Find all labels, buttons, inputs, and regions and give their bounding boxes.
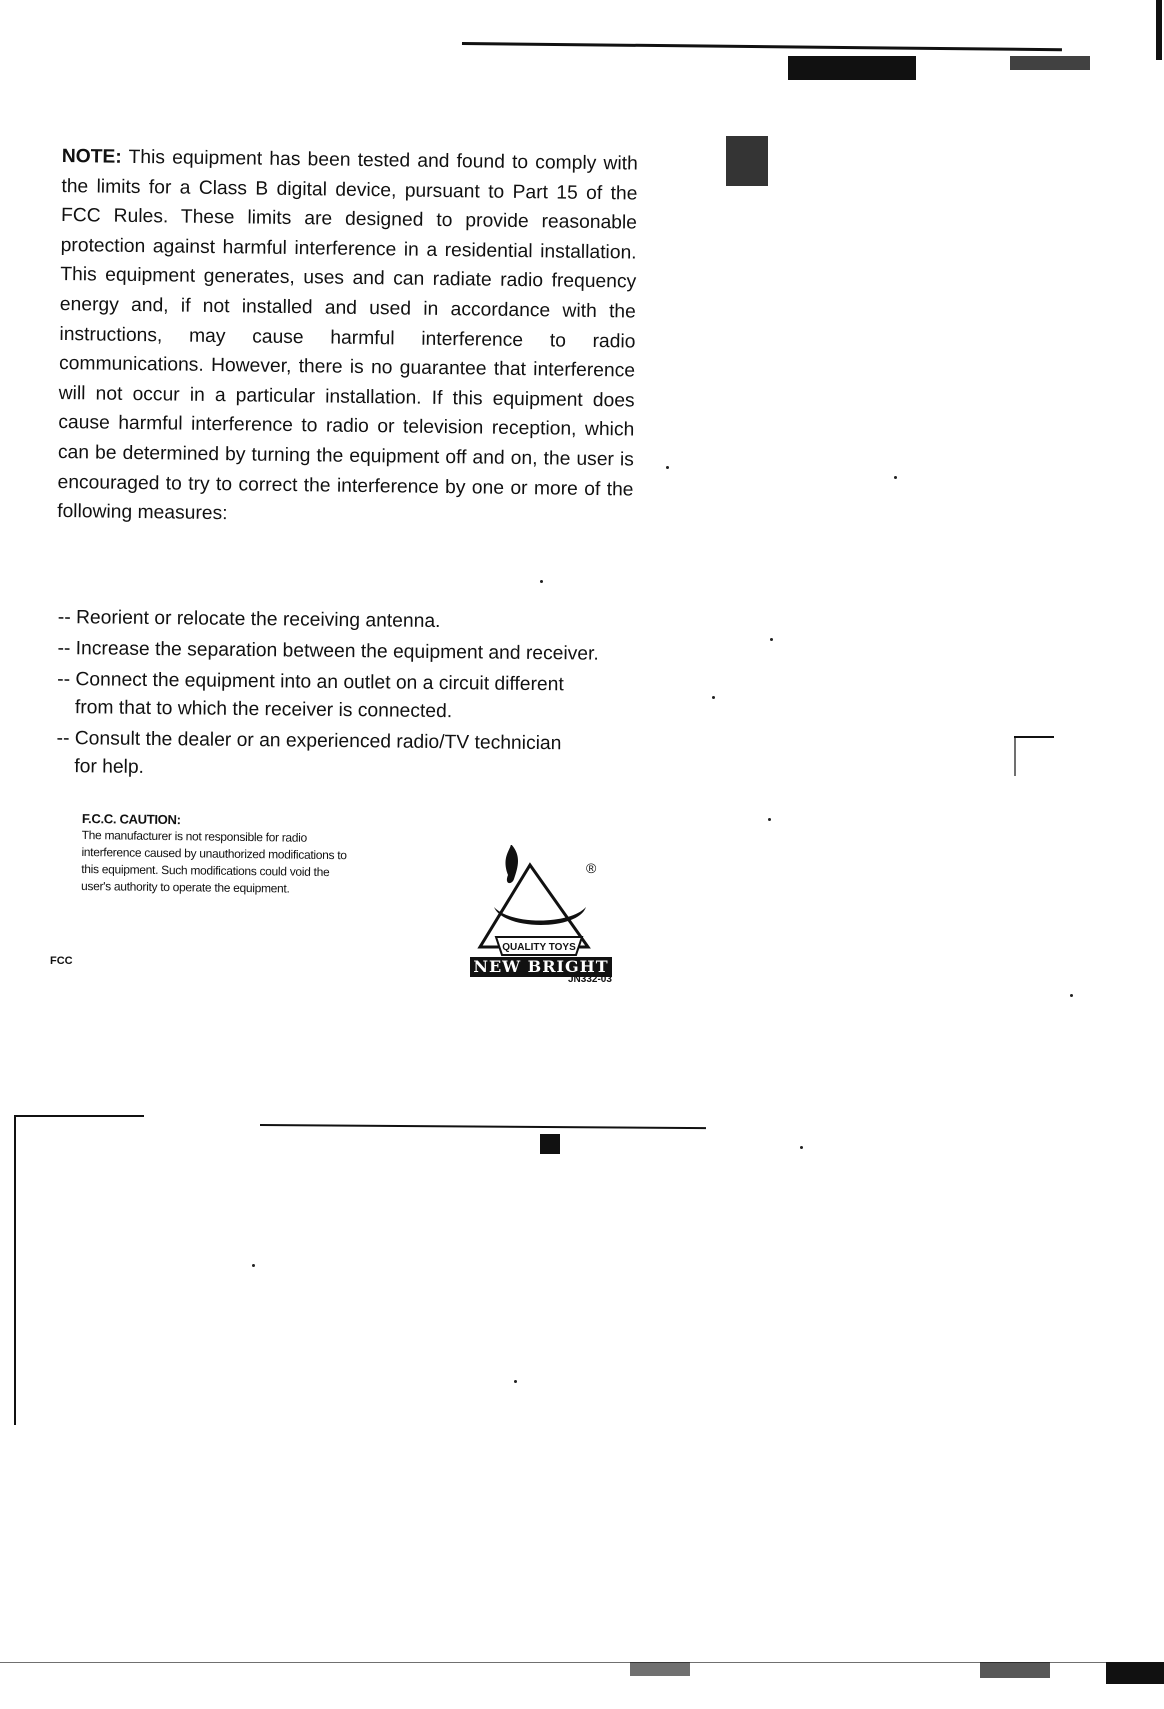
scan-speck	[1070, 994, 1073, 997]
brand-name: NEW BRIGHT	[473, 957, 609, 976]
scan-bottom-blob-3	[630, 1662, 690, 1676]
measure-line: -- Reorient or relocate the receiving antenna.	[57, 606, 441, 633]
scan-mid-rule	[260, 1124, 706, 1129]
list-item	[58, 604, 658, 638]
logo-tagline: QUALITY TOYS	[502, 942, 576, 953]
scan-bottom-blob	[1106, 1662, 1164, 1684]
scan-top-blob	[788, 56, 916, 80]
caution-body: The manufacturer is not responsible for radio interference caused by unauthorized modifications to this equipment. Such modifications could void the user's authority to operate the equipment.	[80, 827, 347, 896]
scan-mid-rule-left-vertical	[14, 1115, 16, 1425]
scan-mark	[726, 136, 768, 186]
scan-bottom-blob-2	[980, 1662, 1050, 1678]
new-bright-logo	[470, 845, 640, 995]
measure-line-continued: from that to which the receiver is connected.	[74, 697, 453, 723]
note-paragraph	[57, 142, 638, 534]
scan-speck	[540, 580, 543, 583]
scan-mid-blob	[540, 1134, 560, 1154]
scan-speck	[770, 638, 773, 641]
list-item	[57, 635, 657, 669]
note-label: NOTE:	[61, 145, 122, 168]
flame-icon	[505, 845, 518, 883]
measure-line: -- Connect the equipment into an outlet on a circuit different	[57, 668, 564, 696]
scan-speck	[712, 696, 715, 699]
scan-edge-bar	[1156, 0, 1162, 60]
scan-speck	[894, 476, 897, 479]
measure-line: -- Increase the separation between the equipment and receiver.	[57, 637, 599, 665]
scan-right-corner-v	[1014, 736, 1016, 776]
scan-speck	[514, 1380, 517, 1383]
scan-speck	[768, 818, 771, 821]
fcc-caution	[81, 810, 352, 898]
list-item	[56, 725, 657, 787]
scan-speck	[252, 1264, 255, 1267]
scan-right-corner	[1014, 736, 1054, 738]
registered-mark: ®	[586, 860, 597, 876]
note-body: This equipment has been tested and found to comply with the limits for a Class B digital device, pursuant to Part 15 of the FCC Rules. These limits are designed to provide reasonable protection against harmful interference in a residential installation. This equipment generates, uses and can radiate radio frequency energy and, if not installed and used in accordance with the instructions, may cause harmful interference to radio communications. However, there is no guarantee that interference will not occur in a particular installation. If this equipment does cause harmful interference to radio or television reception, which can be determined by turning the equipment off and on, the user is encouraged to try to correct the interference by one or more of the following measures:	[57, 146, 638, 525]
fcc-code: FCC	[50, 955, 73, 967]
scan-speck	[800, 1146, 803, 1149]
scan-mid-rule-left	[14, 1115, 144, 1117]
measure-line: -- Consult the dealer or an experienced radio/TV technician	[56, 727, 562, 755]
scan-top-rule	[462, 42, 1062, 51]
list-item	[57, 666, 658, 728]
measures-list	[56, 604, 658, 790]
caution-title: F.C.C. CAUTION:	[81, 810, 181, 828]
measure-line-continued: for help.	[74, 756, 145, 778]
scan-top-blob-2	[1010, 56, 1090, 70]
model-code: JN332-03	[568, 974, 612, 985]
scan-speck	[666, 466, 669, 469]
triangle-outline	[480, 865, 588, 947]
